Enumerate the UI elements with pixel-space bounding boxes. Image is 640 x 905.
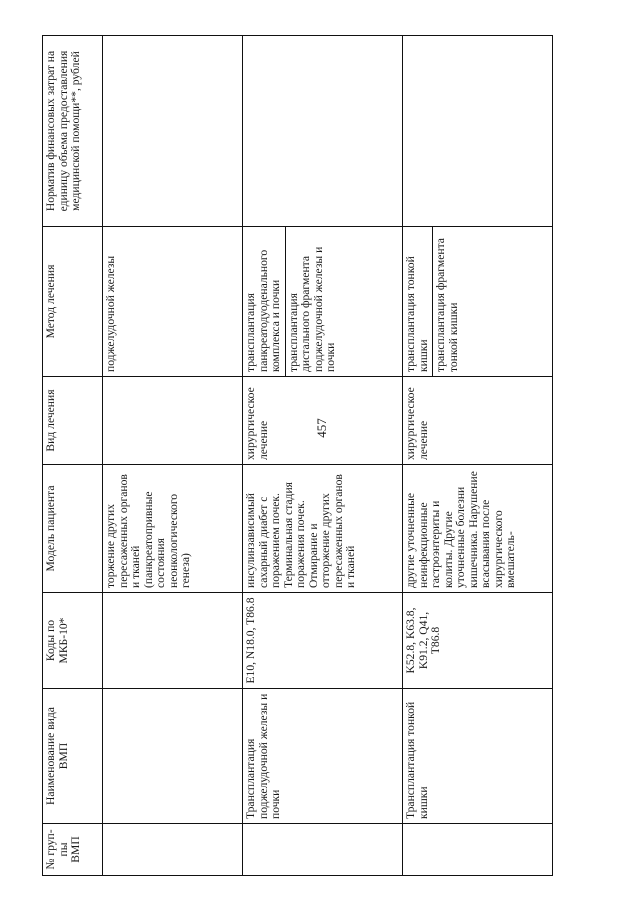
cell-codes: K52.8, K63.8, K91.2, Q41, T86.8	[403, 593, 553, 689]
cell-model: инсулинзависимый сахарный диабет с поражением почек. Терминальная стадия поражения почек. Отмирание и отторжение других пересаженных органов и тканей	[243, 465, 403, 593]
cell-method	[103, 227, 243, 377]
header-name: Наименование вида ВМП	[43, 689, 103, 824]
header-group: № груп-пы ВМП	[43, 824, 103, 876]
cell-model: торжение других пересаженных органов и тканей (панкреатопривные состояния неонкологического генеза)	[103, 465, 243, 593]
header-codes: Коды по МКБ-10*	[43, 593, 103, 689]
method-item: трансплантация фрагмента тонкой кишки	[434, 238, 460, 372]
cell-method	[243, 227, 403, 377]
header-norm: Норматив финансовых затрат на единицу объема предоставления медицинской помощи**, рублей	[43, 36, 103, 227]
cell-group	[103, 824, 243, 876]
page-number-text: 457	[314, 418, 329, 438]
header-kind: Вид лечения	[43, 377, 103, 465]
cell-norm	[243, 36, 403, 227]
cell-kind	[103, 377, 243, 465]
document-table-area	[42, 36, 552, 876]
header-model: Модель пациента	[43, 465, 103, 593]
cell-codes: E10, N18.0, T86.8	[243, 593, 403, 689]
table-row	[103, 36, 243, 876]
cell-method	[403, 227, 553, 377]
cell-kind: хирургическое лечение	[243, 377, 403, 465]
cell-norm	[103, 36, 243, 227]
table-row	[243, 36, 403, 876]
cell-name: Трансплантация поджелудочной железы и почки	[243, 689, 403, 824]
cell-norm	[403, 36, 553, 227]
table-header-row	[43, 36, 103, 876]
cell-name: Трансплантация тонкой кишки	[403, 689, 553, 824]
vmp-table	[42, 35, 553, 876]
method-item: поджелудочной железы	[104, 255, 117, 372]
method-item: трансплантация панкреатодуоденального комплекса и почки	[243, 227, 286, 376]
cell-name	[103, 689, 243, 824]
cell-kind: хирургическое лечение	[403, 377, 553, 465]
header-method: Метод лечения	[43, 227, 103, 377]
cell-group	[243, 824, 403, 876]
cell-group	[403, 824, 553, 876]
cell-model: другие уточненные неинфекционные гастроэнтериты и колиты. Другие уточненные болезни кишечника. Нарушение всасывания после хирургического вмешатель-	[403, 465, 553, 593]
method-item: трансплантация тонкой кишки	[403, 227, 433, 376]
table-row	[403, 36, 553, 876]
method-item: трансплантация дистального фрагмента поджелудочной железы и почки	[286, 246, 338, 372]
cell-codes	[103, 593, 243, 689]
